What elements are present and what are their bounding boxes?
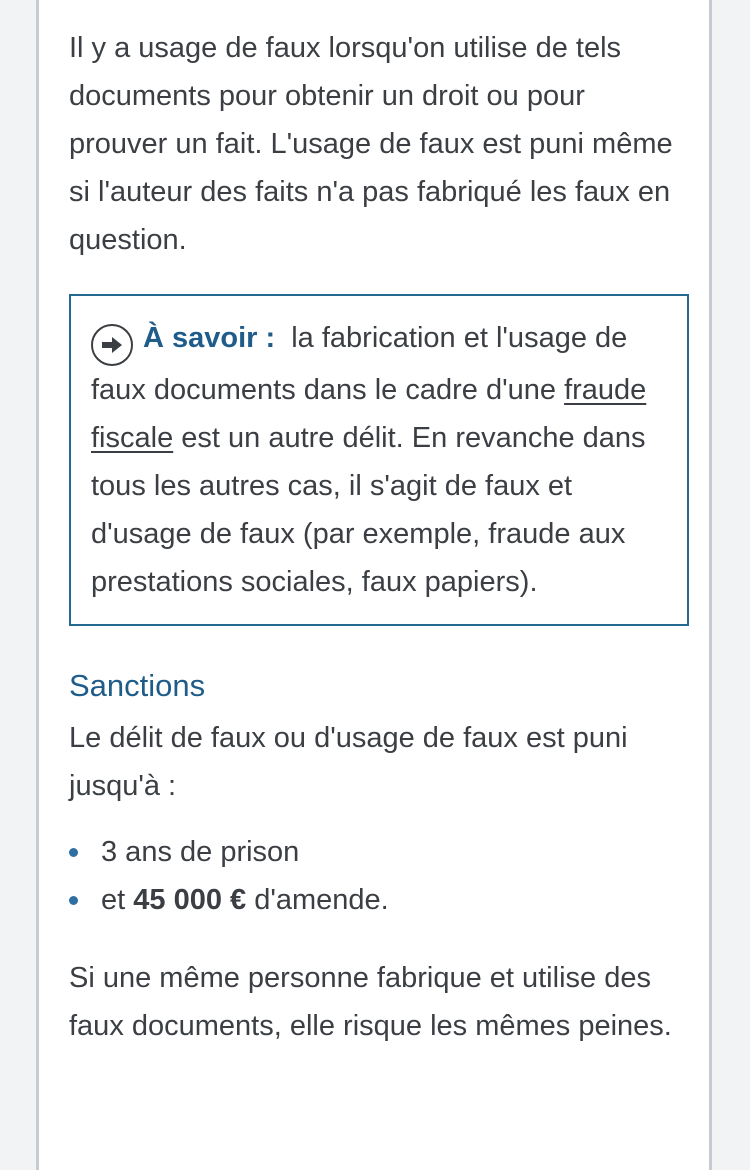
prison-text: 3 ans de prison <box>101 836 300 868</box>
notice-text-before-link: la fabrication et l'usage de faux documents dans le cadre d'une <box>91 322 628 406</box>
notice-label: À savoir : <box>143 322 276 354</box>
fine-amount: 45 000 € <box>133 884 247 916</box>
sanctions-heading: Sanctions <box>69 668 206 703</box>
fraude-fiscale-link[interactable]: fraude fiscale <box>91 374 647 454</box>
fine-prefix: et <box>101 884 134 916</box>
content-card <box>36 0 712 1170</box>
article-content <box>69 24 689 1050</box>
list-item-fine <box>69 876 689 924</box>
sanctions-list <box>69 828 689 924</box>
intro-paragraph: Il y a usage de faux lorsqu'on utilise de tels documents pour obtenir un droit ou pour prouver un fait. L'usage de faux est puni même si l'auteur des faits n'a pas fabriqué les faux en question. <box>69 32 673 256</box>
notice-text-after-link: est un autre délit. En revanche dans tous les autres cas, il s'agit de faux et d'usage de faux (par exemple, fraude aux prestations sociales, faux papiers). <box>91 422 646 598</box>
arrow-right-icon <box>91 324 133 366</box>
sanctions-intro: Le délit de faux ou d'usage de faux est puni jusqu'à : <box>69 722 628 802</box>
info-notice <box>69 294 689 626</box>
list-item-prison <box>69 828 689 876</box>
notice-text <box>91 314 669 606</box>
closing-paragraph: Si une même personne fabrique et utilise des faux documents, elle risque les mêmes peines. <box>69 962 672 1042</box>
fine-suffix: d'amende. <box>246 884 389 916</box>
